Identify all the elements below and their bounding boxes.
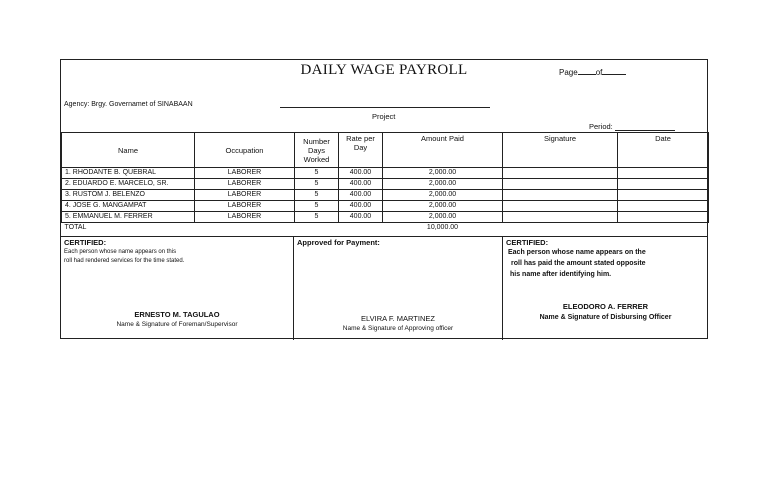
cell-occupation: LABORER xyxy=(195,179,295,190)
payroll-table xyxy=(61,132,709,233)
page-total-blank xyxy=(602,67,626,75)
cell-occupation: LABORER xyxy=(195,190,295,201)
cell-amount: 2,000.00 xyxy=(383,190,503,201)
cell-name: 2. EDUARDO E. MARCELO, SR. xyxy=(62,179,195,190)
column-header-days: Number Days Worked xyxy=(295,133,339,168)
period-label: Period: xyxy=(589,122,613,131)
foreman-note-line: Each person whose name appears on this xyxy=(64,249,177,255)
cell-signature xyxy=(503,179,618,190)
column-header-amount: Amount Paid xyxy=(383,133,503,168)
payroll-sheet xyxy=(60,59,708,339)
cell-days: 5 xyxy=(295,168,339,179)
cell-signature xyxy=(503,201,618,212)
cell-days: 5 xyxy=(295,190,339,201)
page-label: Page xyxy=(559,68,578,77)
foreman-note xyxy=(64,248,184,266)
cell-amount: 2,000.00 xyxy=(383,212,503,223)
table-row xyxy=(62,212,709,223)
disbursing-note-line: Each person whose name appears on the xyxy=(508,249,646,256)
agency-field: Agency: Brgy. Governamet of SINABAAN xyxy=(64,101,193,108)
disbursing-note-line: his name after identifying him. xyxy=(510,271,612,278)
disbursing-certification xyxy=(502,237,708,340)
total-amount: 10,000.00 xyxy=(426,224,459,231)
cell-rate: 400.00 xyxy=(339,190,383,201)
cell-signature xyxy=(503,168,618,179)
cell-signature xyxy=(503,212,618,223)
disbursing-role: Name & Signature of Disbursing Officer xyxy=(539,314,672,321)
cell-occupation: LABORER xyxy=(195,201,295,212)
table-row xyxy=(62,168,709,179)
cell-occupation: LABORER xyxy=(195,212,295,223)
total-label: TOTAL xyxy=(64,224,87,231)
cell-date xyxy=(618,179,709,190)
column-header-occupation: Occupation xyxy=(195,133,295,168)
certification-footer xyxy=(61,236,708,340)
cell-name: 3. RUSTOM J. BELENZO xyxy=(62,190,195,201)
total-spacer xyxy=(618,223,709,234)
table-row xyxy=(62,201,709,212)
cell-signature xyxy=(503,190,618,201)
page-indicator xyxy=(559,67,626,77)
approval-section xyxy=(293,237,502,340)
cell-amount: 2,000.00 xyxy=(383,201,503,212)
foreman-note-line: roll had rendered services for the time stated. xyxy=(64,258,185,264)
project-label: Project xyxy=(372,112,396,121)
period-field xyxy=(589,122,675,131)
cell-days: 5 xyxy=(295,201,339,212)
cell-rate: 400.00 xyxy=(339,179,383,190)
cell-name: 4. JOSE G. MANGAMPAT xyxy=(62,201,195,212)
cell-amount: 2,000.00 xyxy=(383,179,503,190)
page-number-blank xyxy=(578,67,596,75)
cell-date xyxy=(618,168,709,179)
cell-rate: 400.00 xyxy=(339,168,383,179)
of-label: of xyxy=(595,68,603,77)
cell-date xyxy=(618,201,709,212)
cell-name: 5. EMMANUEL M. FERRER xyxy=(62,212,195,223)
column-header-rate: Rate per Day xyxy=(339,133,383,168)
column-header-name: Name xyxy=(62,133,195,168)
foreman-certification xyxy=(61,237,293,340)
total-spacer xyxy=(295,223,339,234)
table-row xyxy=(62,179,709,190)
project-line xyxy=(280,107,490,108)
table-row xyxy=(62,190,709,201)
cell-rate: 400.00 xyxy=(339,201,383,212)
foreman-heading: CERTIFIED: xyxy=(64,238,107,247)
column-header-signature: Signature xyxy=(503,133,618,168)
total-spacer xyxy=(503,223,618,234)
approver-signer: ELVIRA F. MARTINEZ xyxy=(361,314,435,323)
period-blank xyxy=(615,123,675,131)
disbursing-signer: ELEODORO A. FERRER xyxy=(562,302,649,311)
approver-role: Name & Signature of Approving officer xyxy=(342,325,454,332)
total-row xyxy=(62,223,709,234)
approval-heading: Approved for Payment: xyxy=(297,238,380,247)
cell-amount: 2,000.00 xyxy=(383,168,503,179)
cell-date xyxy=(618,190,709,201)
disbursing-heading: CERTIFIED: xyxy=(506,238,549,247)
disbursing-note-line: roll has paid the amount stated opposite xyxy=(511,260,646,267)
cell-rate: 400.00 xyxy=(339,212,383,223)
foreman-signer: ERNESTO M. TAGULAO xyxy=(134,310,220,319)
table-header-row xyxy=(62,133,709,168)
foreman-role: Name & Signature of Foreman/Supervisor xyxy=(116,321,238,328)
cell-days: 5 xyxy=(295,212,339,223)
cell-days: 5 xyxy=(295,179,339,190)
document-title: DAILY WAGE PAYROLL xyxy=(300,62,468,78)
cell-occupation: LABORER xyxy=(195,168,295,179)
column-header-date: Date xyxy=(618,133,709,168)
cell-date xyxy=(618,212,709,223)
total-spacer xyxy=(195,223,295,234)
total-spacer xyxy=(339,223,383,234)
disbursing-note xyxy=(508,247,646,280)
cell-name: 1. RHODANTE B. QUEBRAL xyxy=(62,168,195,179)
